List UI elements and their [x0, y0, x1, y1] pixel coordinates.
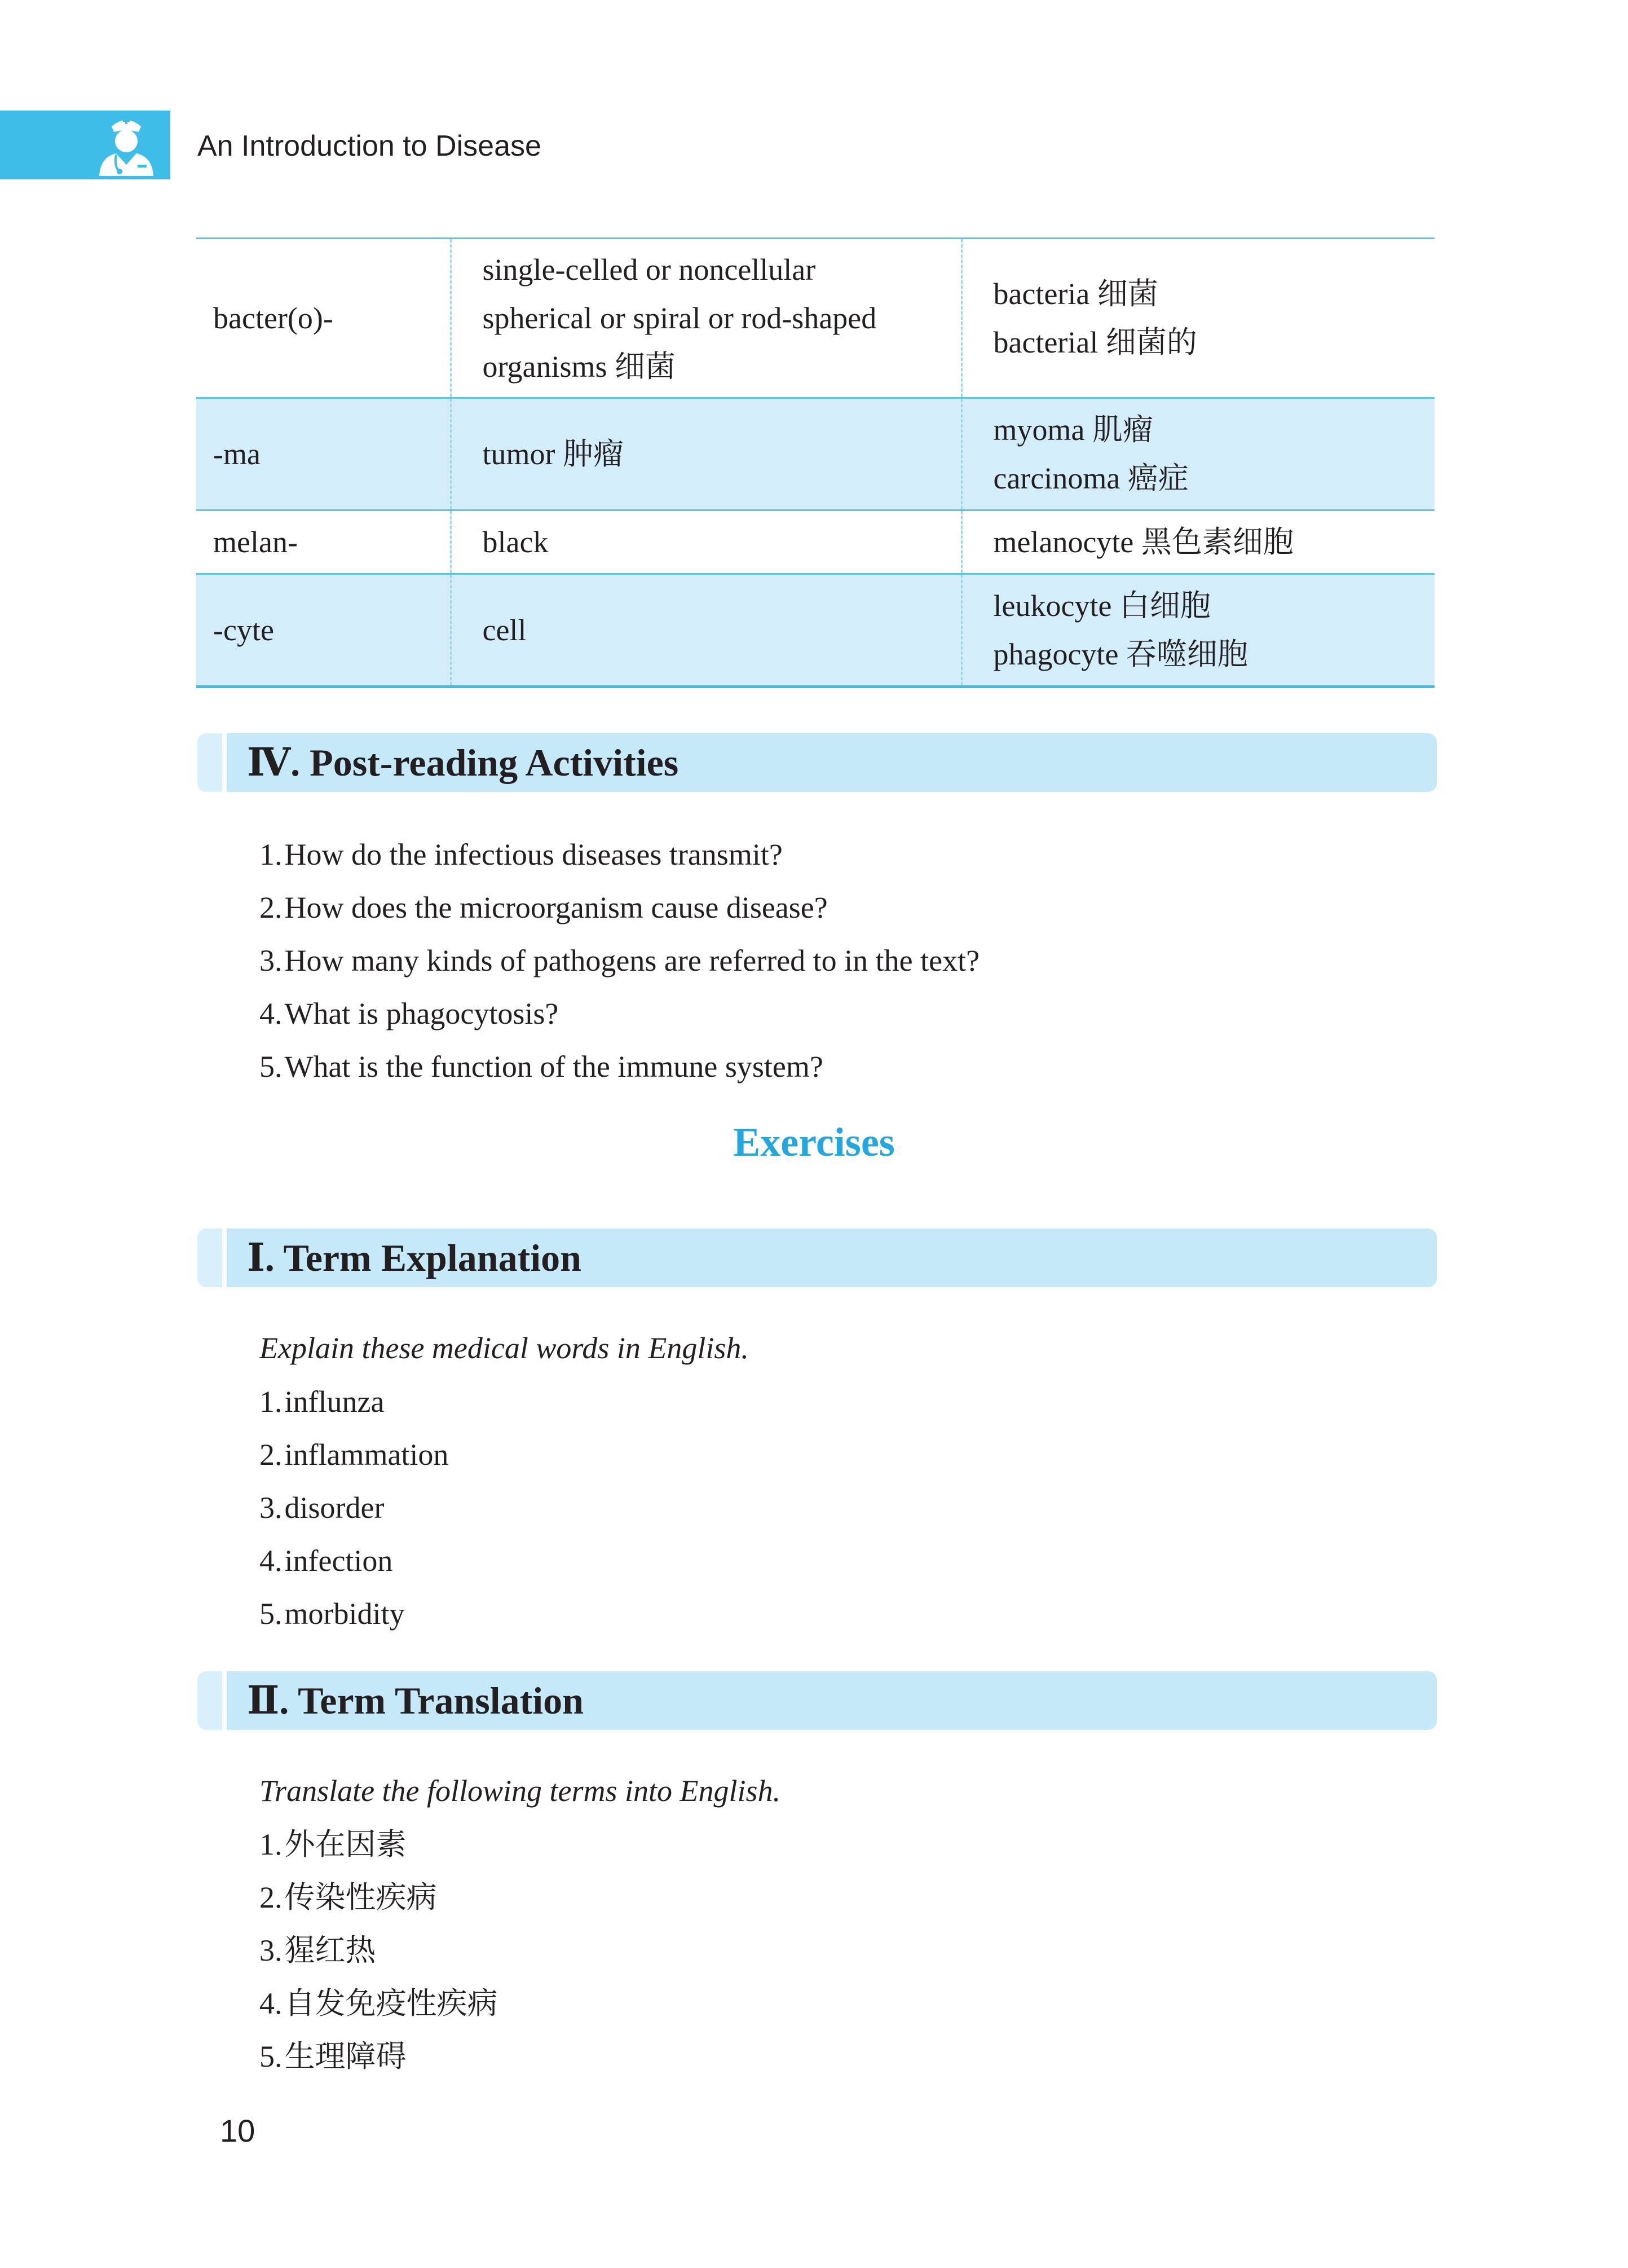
example-term: bacterial 细菌的: [993, 325, 1197, 359]
example-term: phagocyte 吞噬细胞: [993, 637, 1248, 671]
list-item: [259, 1931, 498, 1984]
question-text: What is phagocytosis?: [284, 997, 559, 1030]
list-item: [259, 1825, 498, 1878]
example-term: myoma 肌瘤: [993, 413, 1153, 447]
table-cell-root: melan-: [196, 510, 451, 574]
term-text: infection: [284, 1544, 393, 1578]
section-heading: Ⅳ. Post-reading Activities: [247, 741, 679, 784]
term-explanation-instruction: Explain these medical words in English.: [259, 1331, 749, 1365]
term-translation-list: [259, 1825, 498, 2090]
post-reading-question-list: [259, 835, 980, 1100]
item-number: 1.: [259, 1385, 283, 1419]
exercises-heading: Exercises: [733, 1120, 895, 1165]
question-text: How many kinds of pathogens are referred to in the text?: [284, 944, 980, 977]
meaning-line: spherical or spiral or rod-shaped: [482, 301, 877, 335]
banner-edge: [197, 733, 227, 792]
term-text: morbidity: [284, 1597, 405, 1631]
table-cell-examples: [961, 574, 1435, 687]
list-item: [259, 1382, 448, 1435]
item-number: 2.: [259, 891, 283, 924]
table-cell-root: bacter(o)-: [196, 239, 451, 398]
running-header-title: An Introduction to Disease: [197, 130, 541, 162]
table-row: [196, 239, 1435, 398]
list-item: [259, 1047, 980, 1100]
meaning-line: single-celled or noncellular: [482, 253, 816, 287]
table-cell-examples: [961, 510, 1435, 574]
list-item: [259, 1594, 448, 1647]
banner-edge: [197, 1228, 227, 1287]
item-number: 2.: [259, 1438, 283, 1472]
table-row: [196, 574, 1435, 687]
example-term: bacteria 细菌: [993, 277, 1158, 311]
list-item: [259, 888, 980, 941]
example-term: leukocyte 白细胞: [993, 589, 1211, 623]
list-item: [259, 2037, 498, 2090]
term-text: 猩红热: [284, 1934, 376, 1967]
item-number: 4.: [259, 1987, 283, 2020]
table-cell-examples: [961, 239, 1435, 398]
item-number: 5.: [259, 2040, 283, 2073]
table-cell-meaning: cell: [451, 574, 961, 687]
list-item: [259, 1984, 498, 2037]
item-number: 5.: [259, 1050, 283, 1084]
table-cell-meaning: tumor 肿瘤: [451, 398, 961, 510]
table-cell-meaning: black: [451, 510, 961, 574]
list-item: [259, 1488, 448, 1541]
item-number: 1.: [259, 838, 283, 871]
question-text: What is the function of the immune system?: [284, 1050, 823, 1084]
section-heading: Ⅱ. Term Translation: [247, 1679, 584, 1722]
term-translation-instruction: Translate the following terms into English.: [259, 1774, 781, 1808]
item-number: 3.: [259, 1934, 283, 1967]
item-number: 4.: [259, 1544, 283, 1578]
banner-edge: [197, 1671, 227, 1730]
doctor-icon: [97, 113, 156, 177]
question-text: How do the infectious diseases transmit?: [284, 838, 783, 871]
list-item: [259, 835, 980, 888]
term-explanation-list: [259, 1382, 448, 1647]
example-term: melanocyte 黑色素细胞: [993, 525, 1294, 559]
list-item: [259, 1541, 448, 1594]
table-row: [196, 398, 1435, 510]
item-number: 3.: [259, 1491, 283, 1525]
example-term: carcinoma 癌症: [993, 461, 1189, 495]
list-item: [259, 941, 980, 994]
item-number: 1.: [259, 1827, 283, 1861]
term-text: influnza: [284, 1385, 385, 1419]
section-banner-term-translation: [197, 1671, 1437, 1730]
item-number: 4.: [259, 997, 283, 1030]
item-number: 3.: [259, 944, 283, 977]
term-text: disorder: [284, 1491, 385, 1525]
table-cell-root: -ma: [196, 398, 451, 510]
term-text: 传染性疾病: [284, 1881, 437, 1914]
item-number: 5.: [259, 1597, 283, 1631]
table-row: [196, 510, 1435, 574]
list-item: [259, 994, 980, 1047]
term-text: 生理障碍: [284, 2040, 407, 2073]
vocabulary-table: [196, 237, 1435, 688]
section-banner-post-reading: [197, 733, 1437, 792]
item-number: 2.: [259, 1881, 283, 1914]
question-text: How does the microorganism cause disease?: [284, 891, 828, 924]
term-text: 自发免疫性疾病: [284, 1987, 498, 2020]
table-cell-meaning: [451, 239, 961, 398]
term-text: inflammation: [284, 1438, 449, 1472]
table-cell-examples: [961, 398, 1435, 510]
meaning-line: organisms 细菌: [482, 350, 676, 384]
page-number: 10: [220, 2113, 255, 2148]
section-heading: Ⅰ. Term Explanation: [247, 1236, 581, 1279]
term-text: 外在因素: [284, 1827, 407, 1861]
list-item: [259, 1878, 498, 1931]
list-item: [259, 1435, 448, 1488]
section-banner-term-explanation: [197, 1228, 1437, 1287]
table-cell-root: -cyte: [196, 574, 451, 687]
